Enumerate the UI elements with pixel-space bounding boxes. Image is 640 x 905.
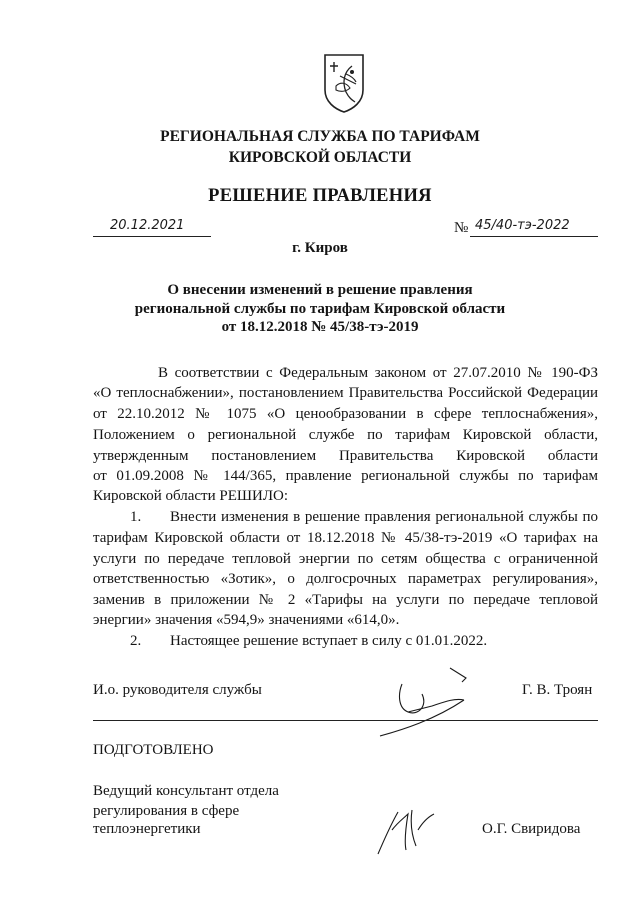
item1-line: услуги по передаче тепловой энергии по сетям общества с ограниченной — [93, 551, 598, 567]
preamble-line: от 22.10.2012 № 1075 «О ценообразовании в сфере теплоснабжения», — [93, 406, 598, 422]
preamble-line: утвержденным постановлением Правительства Кировской области — [93, 448, 598, 464]
item1-line: тарифам Кировской области от 18.12.2018 № 45/38-тэ-2019 «О тарифах на — [93, 530, 598, 546]
head-title: И.о. руководителя службы — [93, 682, 262, 698]
organization-name-line1: РЕГИОНАЛЬНАЯ СЛУЖБА ПО ТАРИФАМ — [160, 128, 480, 145]
head-signature-icon — [372, 660, 472, 740]
item1-number: 1. — [130, 509, 142, 525]
item1-line: ответственностью «Зотик», о долгосрочных параметрах регулирования», — [93, 571, 598, 587]
preparer-name: О.Г. Свиридова — [482, 821, 581, 837]
document-type-title: РЕШЕНИЕ ПРАВЛЕНИЯ — [208, 186, 432, 206]
subject-line2: региональной службы по тарифам Кировской области — [134, 301, 506, 317]
preamble-line: Положением о региональной службе по тарифам Кировской области, — [93, 427, 598, 443]
item1-line: энергии» значения «594,9» значениями «614,0». — [93, 612, 400, 628]
organization-name-line2: КИРОВСКОЙ ОБЛАСТИ — [228, 149, 412, 166]
city: г. Киров — [292, 240, 348, 256]
item1-line: заменив в приложении № 2 «Тарифы на услуги по передаче тепловой — [93, 592, 598, 608]
preparer-title-line: теплоэнергетики — [93, 821, 201, 837]
subject-line1: О внесении изменений в решение правления — [167, 282, 473, 298]
preparer-title-line: регулирования в сфере — [93, 803, 240, 819]
date-underline — [93, 236, 211, 237]
item2-text: Настоящее решение вступает в силу с 01.01.2022. — [170, 633, 488, 649]
number-sign: № — [454, 220, 469, 236]
separator-line — [93, 720, 598, 721]
preamble-line: Кировской области РЕШИЛО: — [93, 488, 289, 504]
number-underline — [470, 236, 598, 237]
document-number: 45/40-тэ-2022 — [475, 218, 570, 233]
preparer-title-line: Ведущий консультант отдела — [93, 783, 279, 799]
prepared-label: ПОДГОТОВЛЕНО — [93, 742, 214, 758]
preparer-signature-icon — [372, 800, 442, 858]
document-date: 20.12.2021 — [110, 218, 185, 233]
preamble-line: В соответствии с Федеральным законом от 27.07.2010 № 190-ФЗ — [158, 365, 598, 381]
item2-number: 2. — [130, 633, 142, 649]
item1-line: Внести изменения в решение правления региональной службы по — [170, 509, 598, 525]
coat-of-arms-icon — [322, 52, 366, 114]
head-name: Г. В. Троян — [522, 682, 593, 698]
preamble-line: «О теплоснабжении», постановлением Правительства Российской Федерации — [93, 385, 598, 401]
subject-line3: от 18.12.2018 № 45/38-тэ-2019 — [221, 319, 419, 335]
preamble-line: от 01.09.2008 № 144/365, правление региональной службы по тарифам — [93, 468, 598, 484]
